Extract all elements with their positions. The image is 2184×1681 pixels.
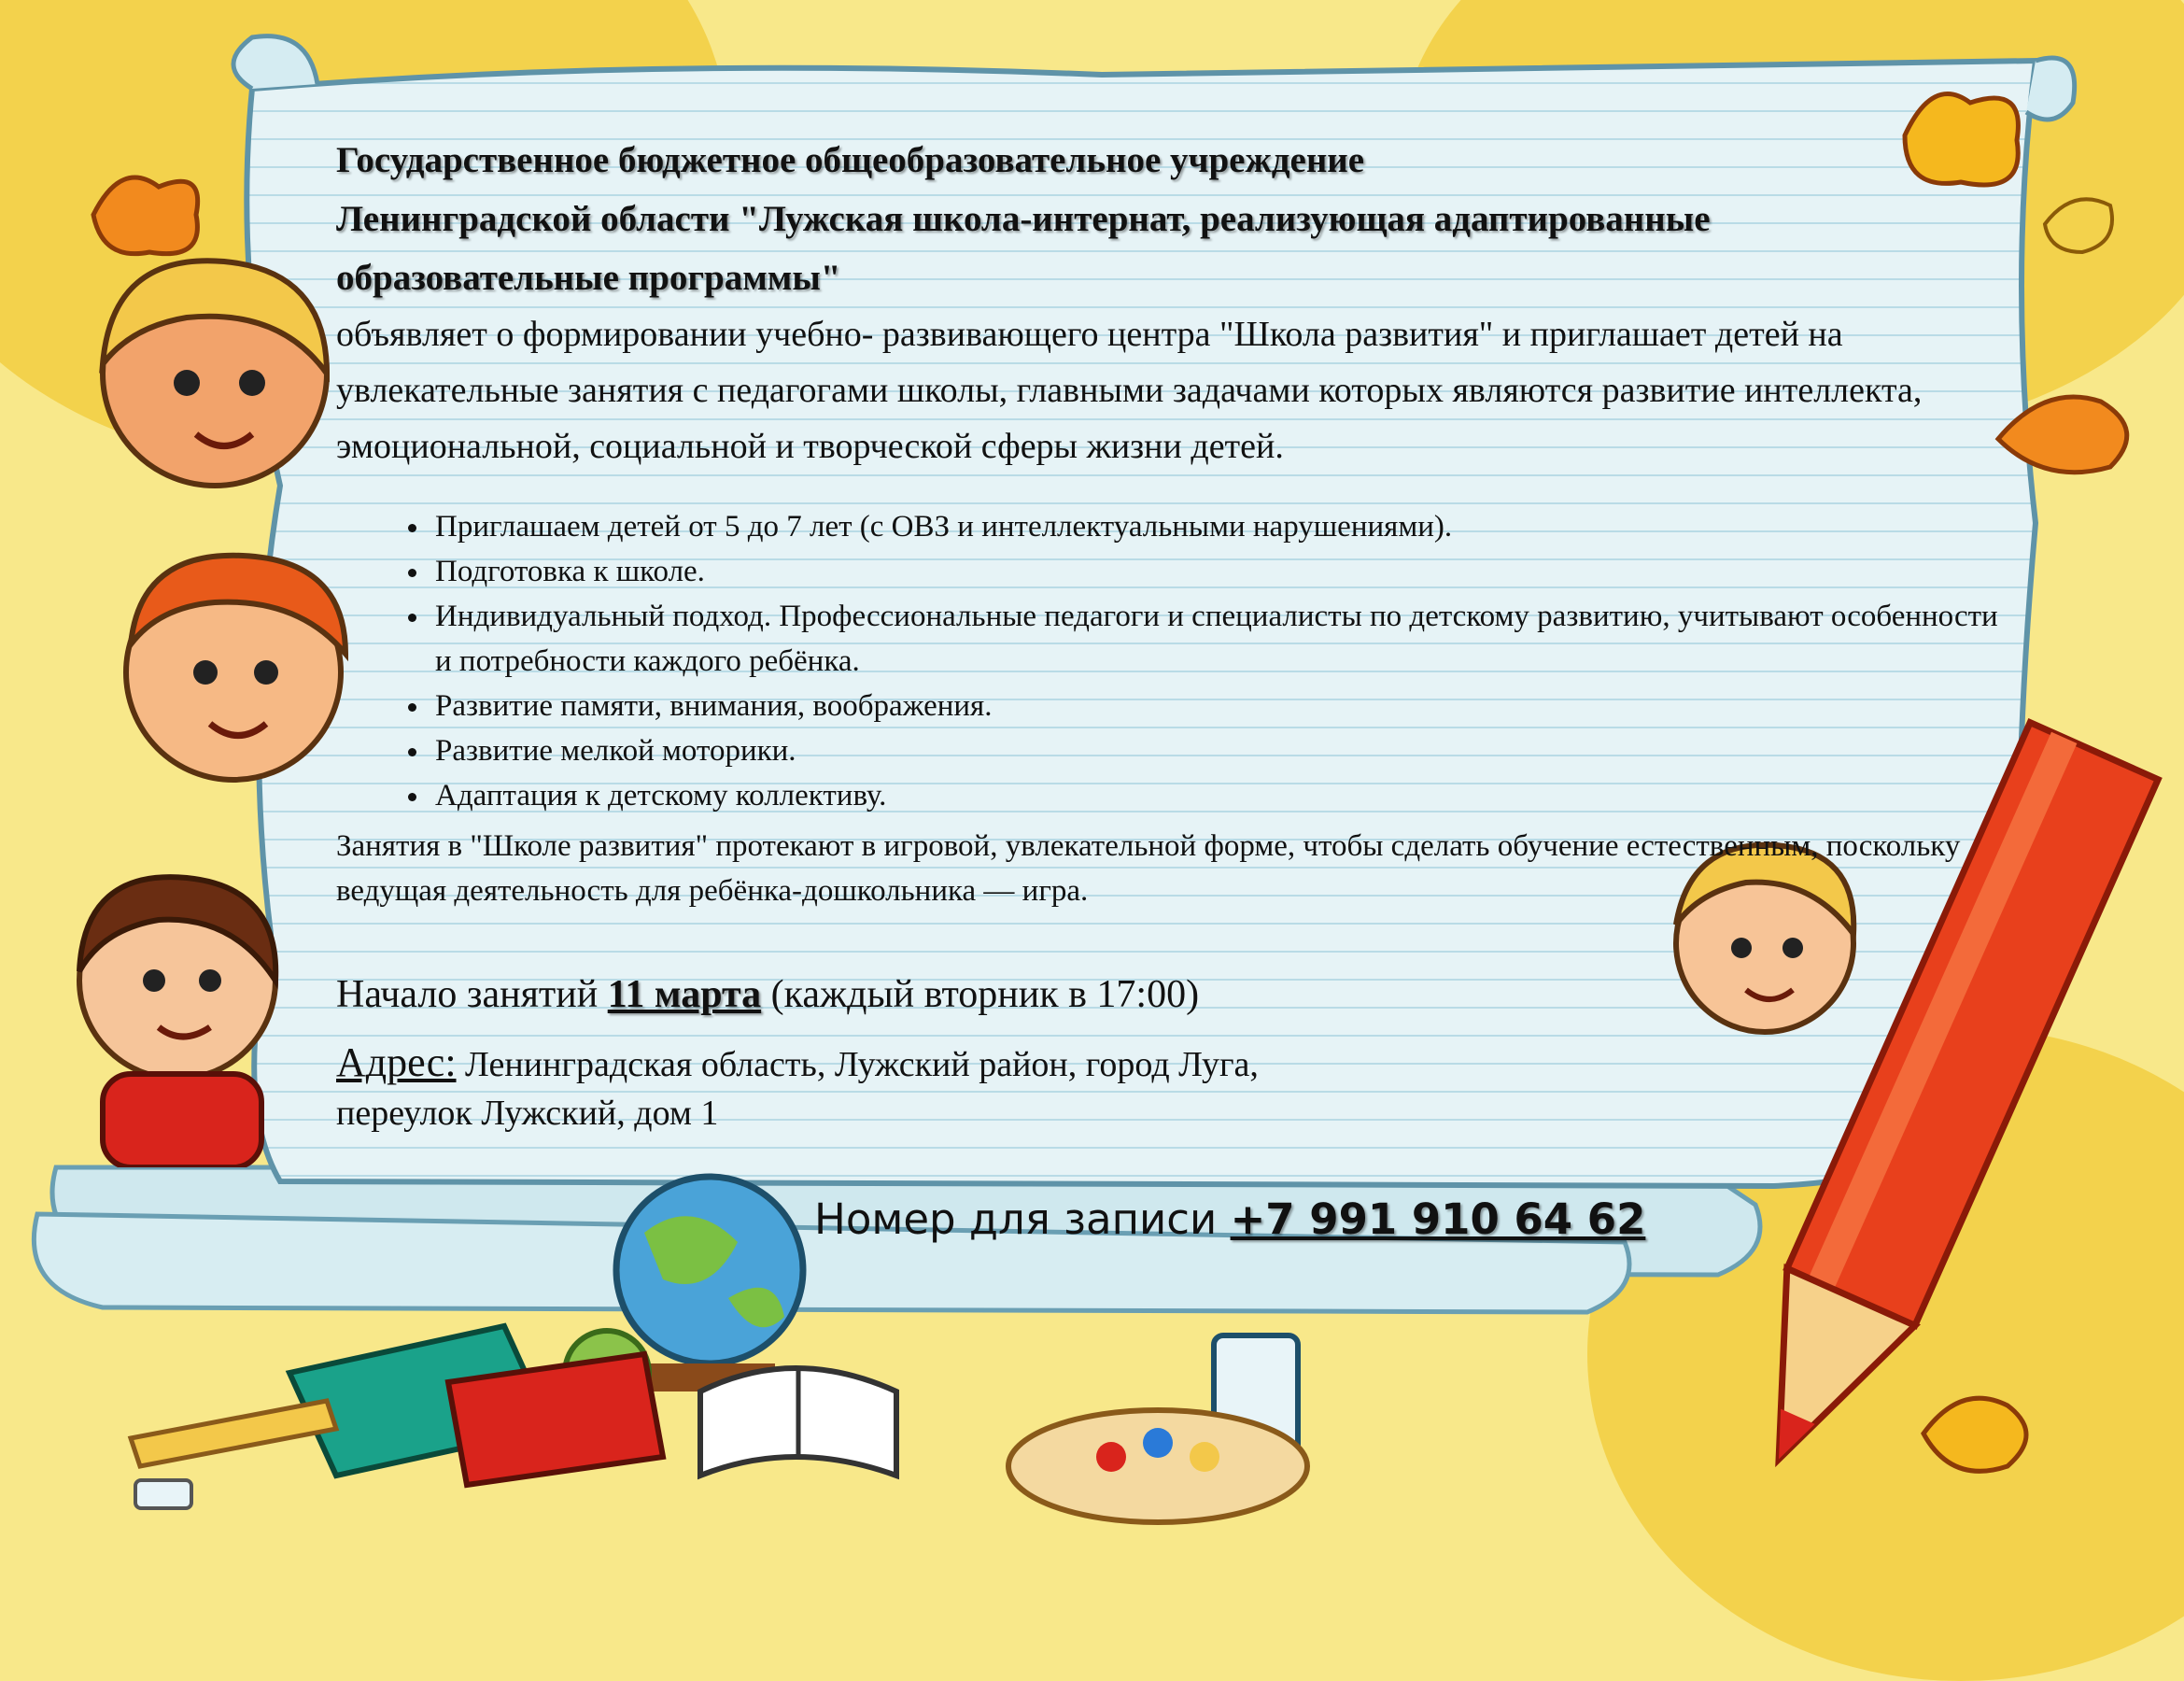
- header-line-3: образовательные программы": [336, 258, 841, 298]
- list-item: • Развитие мелкой моторики.: [431, 728, 2019, 773]
- header-line-2: Ленинградской области "Лужская школа-интернат, реализующая адаптированные: [336, 199, 1711, 239]
- list-item: • Адаптация к детскому коллективу.: [431, 773, 2019, 818]
- autumn-leaf-icon: [2036, 187, 2120, 261]
- start-date: 11 марта: [607, 973, 762, 1016]
- autumn-leaf-icon: [1914, 1382, 2045, 1485]
- children-illustration: [0, 233, 355, 1167]
- benefits-list: [383, 504, 2019, 818]
- start-suffix: (каждый вторник в 17:00): [761, 973, 1200, 1016]
- address-line-2: переулок Лужский, дом 1: [336, 1094, 719, 1133]
- list-item: • Индивидуальный подход. Профессиональные педагоги и специалисты по детскому развитию, учитывают особенности и потребности каждого ребёнка.: [431, 594, 2019, 684]
- closing-paragraph: Занятия в "Школе развития" протекают в игровой, увлекательной форме, чтобы сделать обучение естественным, поскольку ведущая деятельность для ребёнка-дошкольника — игра.: [336, 829, 1961, 908]
- intro-paragraph: объявляет о формировании учебно- развивающего центра "Школа развития" и приглашает детей на увлекательные занятия с педагогами школы, главными задачами которых являются развитие интеллекта, эмоциональной, социальной и творческой сферы жизни детей.: [336, 315, 1923, 466]
- phone-number[interactable]: +7 991 910 64 62: [1230, 1194, 1646, 1244]
- list-item: • Подготовка к школе.: [431, 549, 2019, 594]
- institution-header: [336, 131, 1998, 307]
- autumn-leaf-icon: [84, 159, 215, 271]
- header-line-1: Государственное бюджетное общеобразовательное учреждение: [336, 140, 1365, 180]
- start-prefix: Начало занятий: [336, 973, 608, 1016]
- address-label: Адрес:: [336, 1039, 457, 1085]
- list-item: • Приглашаем детей от 5 до 7 лет (с ОВЗ и интеллектуальными нарушениями).: [431, 504, 2019, 549]
- phone-line: [814, 1192, 1645, 1248]
- address-line-1: Ленинградская область, Лужский район, город Луга,: [456, 1045, 1259, 1084]
- address-block: [336, 1038, 1550, 1137]
- phone-prefix: Номер для записи: [814, 1194, 1231, 1244]
- list-item: • Развитие памяти, внимания, воображения.: [431, 684, 2019, 728]
- start-date-line: [336, 967, 1199, 1023]
